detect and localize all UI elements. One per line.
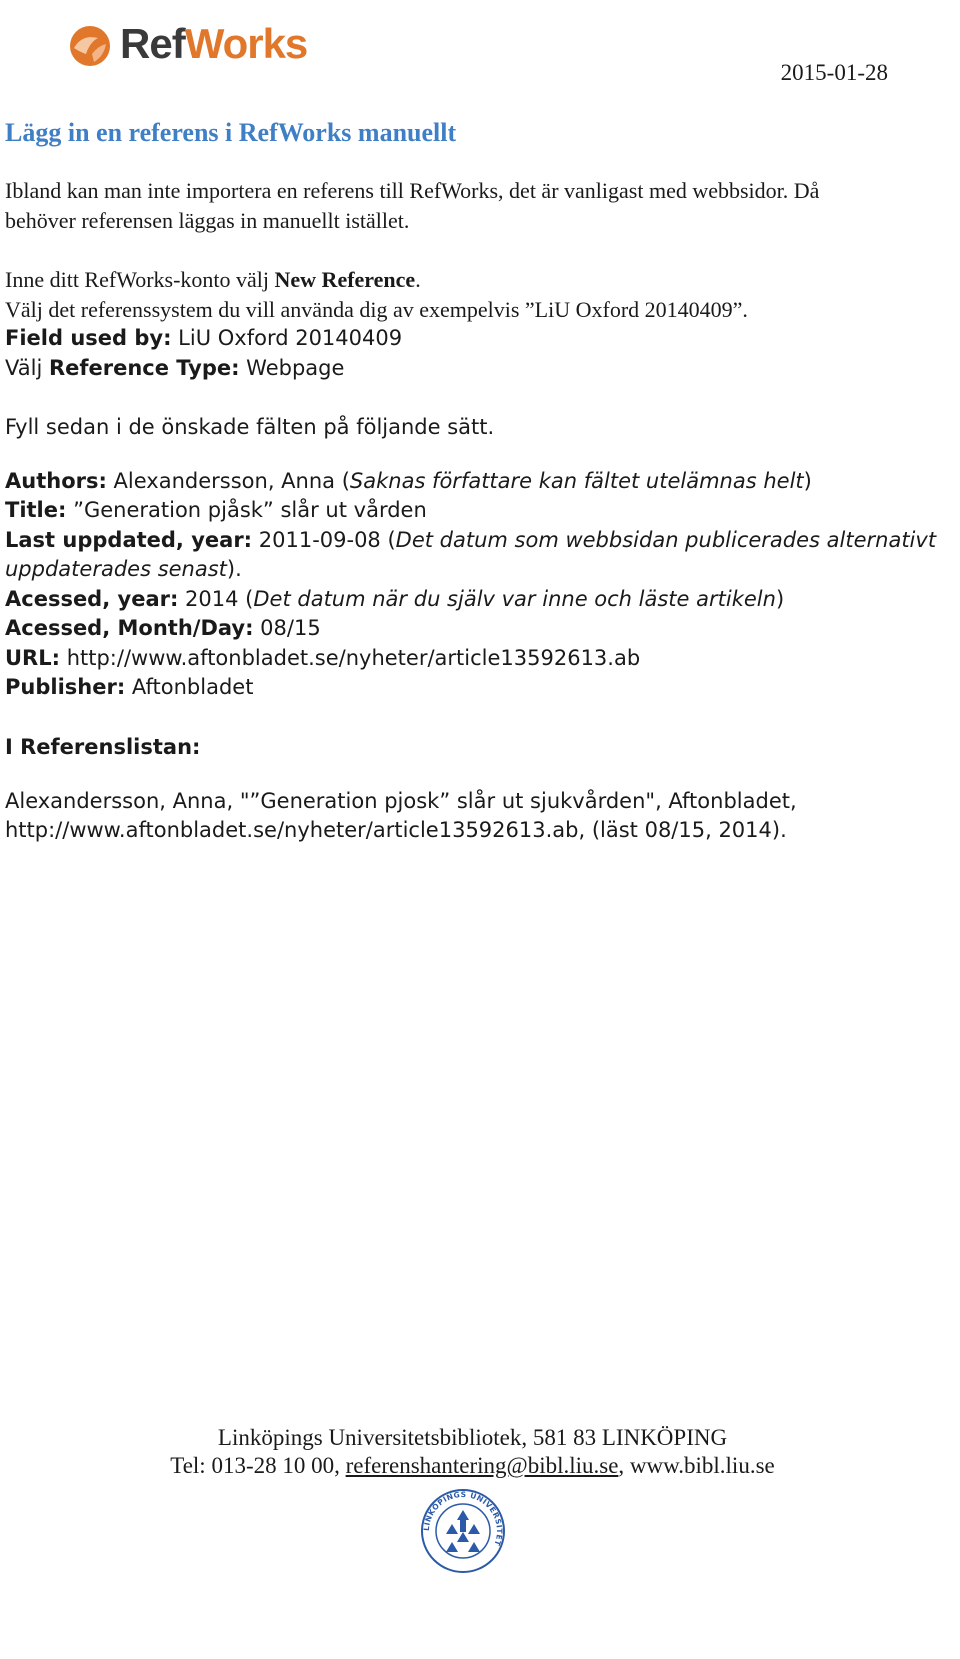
- accessed-year-note: Det datum när du själv var inne och läste artikeln: [253, 587, 776, 611]
- refworks-logo: [68, 18, 318, 74]
- field-authors: [5, 469, 812, 493]
- step-reference-system: Välj det referenssystem du vill använda dig av exempelvis ”LiU Oxford 20140409”.: [5, 297, 748, 322]
- new-reference-label: New Reference: [274, 267, 416, 292]
- reference-type-value: Webpage: [239, 356, 345, 380]
- reference-type-prefix: Välj: [5, 356, 49, 380]
- reference-type-label: Reference Type:: [48, 356, 240, 380]
- university-seal-icon: [420, 1488, 506, 1574]
- refworks-globe-icon: [68, 24, 112, 68]
- fill-instruction: Fyll sedan i de önskade fälten på följande sätt.: [5, 415, 495, 439]
- field-url: [5, 646, 640, 670]
- field-used-by-value: LiU Oxford 20140409: [171, 326, 403, 350]
- intro-line-2: behöver referensen läggas in manuellt istället.: [5, 208, 410, 233]
- reflist-entry-line-1: Alexandersson, Anna, "”Generation pjosk” slår ut sjukvården", Aftonbladet,: [5, 789, 797, 813]
- updated-label: Last uppdated, year:: [5, 528, 253, 552]
- reflist-entry-line-2: http://www.aftonbladet.se/nyheter/article13592613.ab, (läst 08/15, 2014).: [5, 818, 787, 842]
- footer-web: , www.bibl.liu.se: [618, 1453, 775, 1478]
- updated-note-2: uppdaterades senast: [5, 557, 227, 581]
- accessed-year-value: 2014 (: [178, 587, 254, 611]
- authors-value: Alexandersson, Anna (: [106, 469, 350, 493]
- field-used-by: [5, 326, 402, 350]
- accessed-year-label: Acessed, year:: [5, 587, 179, 611]
- logo-works-text: Works: [184, 20, 308, 67]
- title-value: ”Generation pjåsk” slår ut vården: [66, 498, 427, 522]
- field-last-updated-cont: [5, 557, 242, 581]
- url-value: http://www.aftonbladet.se/nyheter/article13592613.ab: [60, 646, 641, 670]
- updated-note-1: Det datum som webbsidan publicerades alternativt: [395, 528, 937, 552]
- publisher-value: Aftonbladet: [125, 675, 254, 699]
- liu-seal-logo: [420, 1488, 506, 1574]
- authors-close: ): [803, 469, 812, 493]
- footer-address: Linköpings Universitetsbibliotek, 581 83 LINKÖPING: [217, 1425, 728, 1450]
- accessed-md-value: 08/15: [253, 616, 321, 640]
- field-accessed-year: [5, 587, 784, 611]
- document-date: 2015-01-28: [780, 60, 888, 85]
- step-new-reference: [5, 267, 421, 293]
- field-publisher: [5, 675, 253, 699]
- footer-contact: [0, 1453, 945, 1479]
- footer-tel: Tel: 013-28 10 00,: [170, 1453, 346, 1478]
- publisher-label: Publisher:: [5, 675, 126, 699]
- intro-line-1: Ibland kan man inte importera en referens till RefWorks, det är vanligast med webbsidor. Då: [5, 178, 820, 203]
- field-last-updated: [5, 528, 936, 552]
- authors-label: Authors:: [5, 469, 107, 493]
- accessed-year-close: ): [775, 587, 785, 611]
- footer-email-link[interactable]: referenshantering@bibl.liu.se: [345, 1453, 619, 1478]
- seal-text: LINKÖPINGS UNIVERSITET: [421, 1489, 505, 1548]
- authors-note: Saknas författare kan fältet utelämnas helt: [349, 469, 804, 493]
- updated-close: ).: [226, 557, 242, 581]
- field-accessed-month-day: [5, 616, 321, 640]
- reference-type: [5, 356, 344, 380]
- accessed-md-label: Acessed, Month/Day:: [5, 616, 254, 640]
- title-label: Title:: [5, 498, 67, 522]
- page-title: Lägg in en referens i RefWorks manuellt: [5, 118, 457, 147]
- logo-ref-text: Ref: [120, 20, 185, 67]
- updated-value: 2011-09-08 (: [252, 528, 396, 552]
- field-title: [5, 498, 427, 522]
- step1-end: .: [415, 267, 421, 292]
- field-used-by-label: Field used by:: [5, 326, 172, 350]
- url-label: URL:: [5, 646, 61, 670]
- reflist-heading: I Referenslistan:: [5, 735, 201, 759]
- step1-text: Inne ditt RefWorks-konto välj: [5, 267, 275, 292]
